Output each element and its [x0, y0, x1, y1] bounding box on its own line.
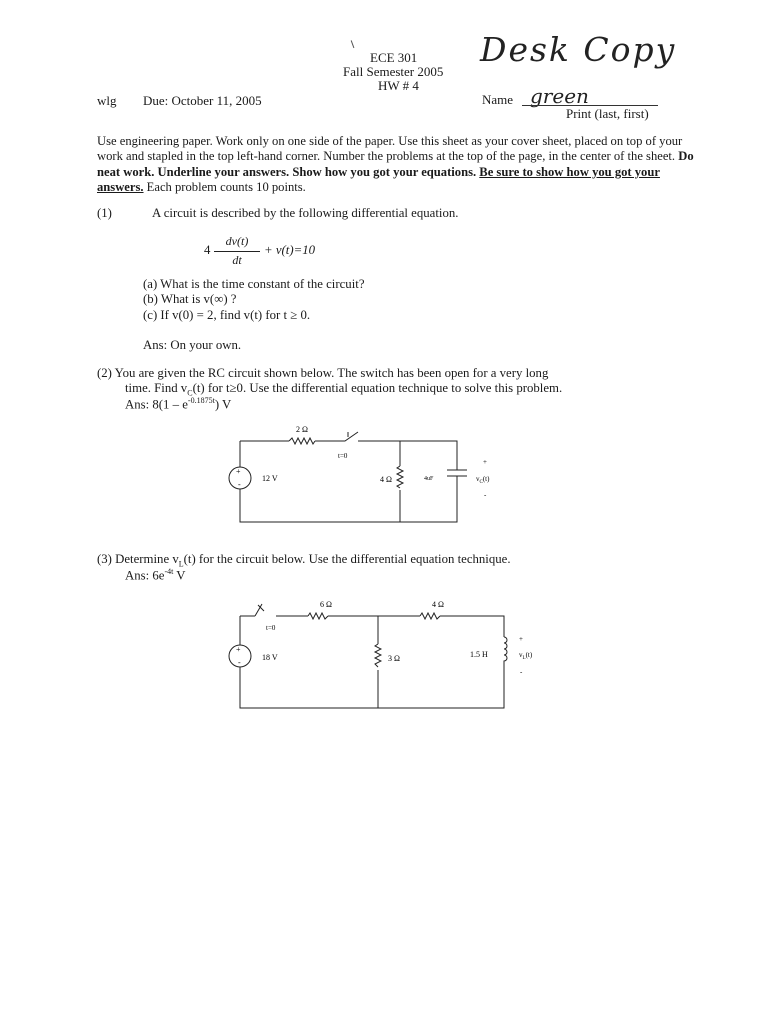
rl-source-minus: - [238, 658, 241, 667]
problem-2-line2-start: time. Find v [125, 381, 188, 395]
rl-r3-label: 3 Ω [388, 654, 400, 663]
handwritten-name: green [530, 84, 589, 108]
rl-r2-label: 4 Ω [432, 600, 444, 609]
name-label: Name [482, 92, 514, 107]
rc-out-v: v [476, 475, 480, 483]
problem-2-answer-end: ) V [214, 397, 232, 412]
rc-switch-label: t=0 [338, 452, 348, 460]
rc-out-minus: - [484, 491, 487, 499]
rc-source-label: 12 V [262, 474, 278, 483]
rl-switch-label: t=0 [266, 624, 276, 632]
instructions-points: Each problem counts 10 points. [143, 180, 306, 195]
rc-out-sub: C [479, 480, 483, 485]
problem-3-vl-subscript: L [178, 559, 184, 569]
problem-3-answer-end: V [173, 568, 186, 583]
rc-out-plus: + [483, 458, 487, 466]
problem-1c: (c) If v(0) = 2, find v(t) for t ≥ 0. [143, 308, 311, 322]
equation-denominator: dt [232, 253, 242, 267]
equation-rhs: + v(t)=10 [264, 243, 316, 257]
equation-coefficient: 4 [204, 243, 211, 257]
equation-numerator: dv(t) [225, 234, 249, 248]
problem-2-answer-start: Ans: 8(1 – e [125, 397, 188, 412]
instructor-initials: wlg [97, 93, 117, 108]
rc-cap-label: 4uF [424, 476, 434, 482]
rl-source-plus: + [236, 645, 241, 654]
instructions-text: Use engineering paper. Work only on one side of the paper. Use this sheet as your cover sheet, placed on top of your work and stapled in the top left-hand corner. Number the problems at the top of the page, in the center of the sheet. [97, 134, 683, 164]
rc-r2-label: 4 Ω [380, 475, 392, 484]
rl-out-plus: + [519, 635, 523, 643]
course-title: ECE 301 [370, 50, 418, 65]
rc-r1-label: 2 Ω [296, 425, 308, 434]
rl-resistor-6ohm [308, 613, 328, 619]
rl-switch [255, 604, 264, 616]
due-date: Due: October 11, 2005 [143, 93, 262, 108]
problem-3-answer-exponent: -4t [164, 567, 174, 576]
rc-source-plus: + [236, 467, 241, 476]
problem-2-vc-subscript: C [187, 388, 193, 398]
problem-3-line1-rest: (t) for the circuit below. Use the differential equation technique. [183, 552, 511, 566]
rl-out-minus: - [520, 668, 523, 676]
rl-ind-label: 1.5 H [470, 650, 488, 659]
problem-2-line1: (2) You are given the RC circuit shown below. The switch has been open for a very long [97, 366, 549, 380]
instructions-underlined: Be sure to show how you got your answers. [97, 164, 660, 195]
rc-out-rest: (t) [482, 475, 490, 483]
instructions-bold: Do neat work. Underline your answers. Show how you got your equations. [97, 149, 694, 179]
problem-3-answer-start: Ans: 6e [125, 568, 165, 583]
rl-out-label [519, 651, 533, 661]
rl-out-rest: (t) [525, 651, 533, 659]
rc-source-minus: - [238, 480, 241, 489]
problem-2-line2-rest: (t) for t≥0. Use the differential equation technique to solve this problem. [192, 381, 563, 395]
rl-wires [240, 616, 504, 708]
problem-3-line1-start: (3) Determine v [97, 552, 179, 566]
print-hint: Print (last, first) [566, 106, 649, 121]
semester: Fall Semester 2005 [343, 64, 444, 79]
rl-out-sub: L [522, 656, 526, 661]
rl-inductor [504, 637, 507, 663]
rl-r1-label: 6 Ω [320, 600, 332, 609]
problem-1a: (a) What is the time constant of the circuit? [143, 277, 365, 291]
homework-number: HW # 4 [378, 78, 419, 93]
rl-resistor-4ohm [420, 613, 440, 619]
rl-source-label: 18 V [262, 653, 278, 662]
rl-resistor-3ohm [375, 644, 381, 667]
problem-1-number: (1) [97, 206, 112, 220]
problem-1-text: A circuit is described by the following differential equation. [152, 206, 459, 220]
problem-2-answer-exponent: -0.1875t [187, 396, 215, 405]
problem-1-answer: Ans: On your own. [143, 338, 242, 352]
rl-out-v: v [519, 651, 523, 659]
handwritten-desk-copy: Desk Copy [480, 30, 677, 69]
problem-1b: (b) What is v(∞) ? [143, 292, 237, 306]
